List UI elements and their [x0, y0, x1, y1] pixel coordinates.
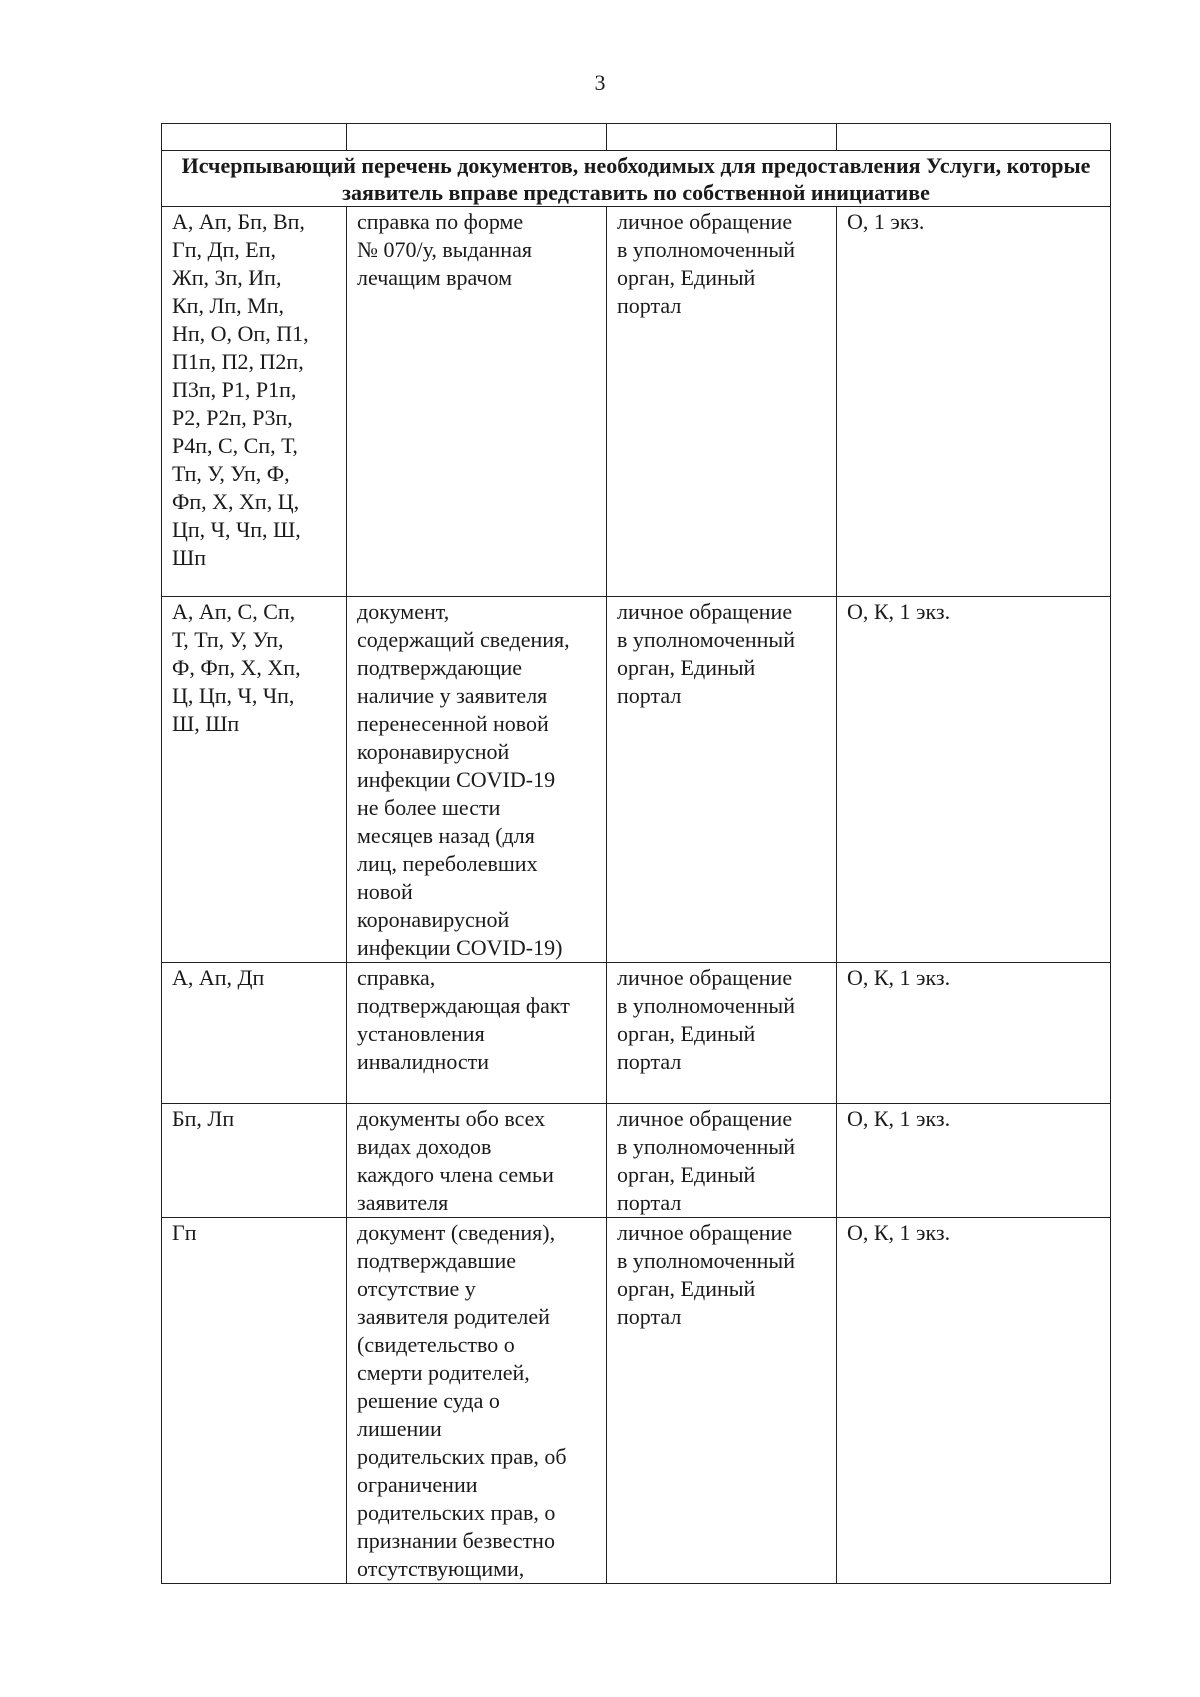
method-cell: личное обращение в уполномоченный орган, Единый портал	[607, 1104, 837, 1218]
empty-cell	[162, 124, 347, 151]
form-cell: О, 1 экз.	[837, 207, 1111, 597]
table-header-row-empty	[162, 124, 1111, 151]
empty-cell	[347, 124, 607, 151]
document-cell: справка по форме № 070/у, выданная лечащим врачом	[347, 207, 607, 597]
form-cell: О, К, 1 экз.	[837, 597, 1111, 963]
categories-cell: А, Ап, Бп, Вп, Гп, Дп, Еп, Жп, Зп, Ип, Кп, Лп, Мп, Нп, О, Оп, П1, П1п, П2, П2п, П3п, Р1, Р1п, Р2, Р2п, Р3п, Р4п, С, Сп, Т, Тп, У, Уп, Ф, Фп, Х, Хп, Ц, Цп, Ч, Чп, Ш, Шп	[162, 207, 347, 597]
document-cell: документ (сведения), подтверждавшие отсутствие у заявителя родителей (свидетельство о смерти родителей, решение суда о лишении родительских прав, об ограничении родительских прав, о признании безвестно отсутствующими,	[347, 1218, 607, 1584]
categories-cell: Гп	[162, 1218, 347, 1584]
form-cell: О, К, 1 экз.	[837, 963, 1111, 1104]
table-row	[162, 207, 1111, 597]
table-row	[162, 1104, 1111, 1218]
method-cell: личное обращение в уполномоченный орган, Единый портал	[607, 1218, 837, 1584]
document-cell: документы обо всех видах доходов каждого члена семьи заявителя	[347, 1104, 607, 1218]
document-cell: справка, подтверждающая факт установления инвалидности	[347, 963, 607, 1104]
section-title-row	[162, 151, 1111, 207]
documents-table	[161, 123, 1111, 1584]
categories-cell: А, Ап, Дп	[162, 963, 347, 1104]
empty-cell	[837, 124, 1111, 151]
document-cell: документ, содержащий сведения, подтверждающие наличие у заявителя перенесенной новой коронавирусной инфекции COVID-19 не более шести месяцев назад (для лиц, переболевших новой коронавирусной инфекции COVID-19)	[347, 597, 607, 963]
page-number: 3	[594, 70, 606, 95]
section-title: Исчерпывающий перечень документов, необходимых для предоставления Услуги, которые заявитель вправе представить по собственной инициативе	[162, 151, 1111, 207]
table-row	[162, 597, 1111, 963]
form-cell: О, К, 1 экз.	[837, 1104, 1111, 1218]
table-row	[162, 1218, 1111, 1584]
method-cell: личное обращение в уполномоченный орган, Единый портал	[607, 207, 837, 597]
empty-cell	[607, 124, 837, 151]
method-cell: личное обращение в уполномоченный орган, Единый портал	[607, 963, 837, 1104]
categories-cell: А, Ап, С, Сп, Т, Тп, У, Уп, Ф, Фп, Х, Хп, Ц, Цп, Ч, Чп, Ш, Шп	[162, 597, 347, 963]
method-cell: личное обращение в уполномоченный орган, Единый портал	[607, 597, 837, 963]
form-cell: О, К, 1 экз.	[837, 1218, 1111, 1584]
table-row	[162, 963, 1111, 1104]
categories-cell: Бп, Лп	[162, 1104, 347, 1218]
